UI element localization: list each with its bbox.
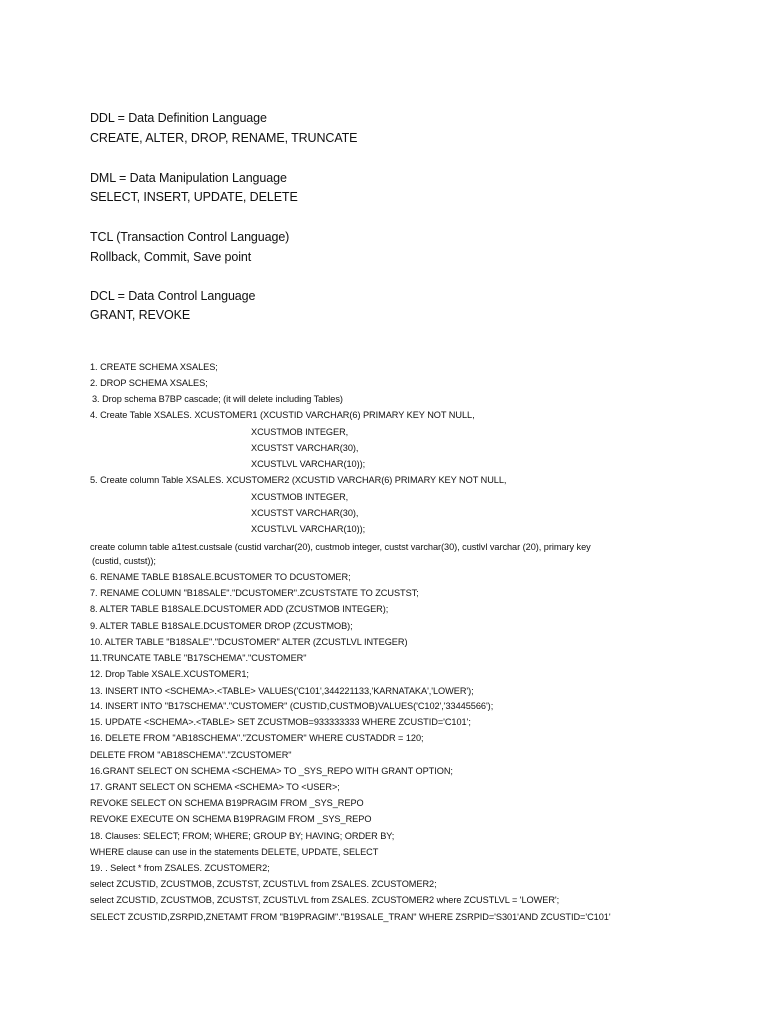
dml-heading: DML = Data Manipulation Language [90, 171, 287, 185]
sql-line: REVOKE SELECT ON SCHEMA B19PRAGIM FROM _SYS_REPO [90, 798, 364, 808]
sql-line: 6. RENAME TABLE B18SALE.BCUSTOMER TO DCUSTOMER; [90, 572, 351, 582]
sql-line: XCUSTLVL VARCHAR(10)); [251, 524, 366, 534]
sql-line: 9. ALTER TABLE B18SALE.DCUSTOMER DROP (ZCUSTMOB); [90, 621, 353, 631]
sql-line: XCUSTMOB INTEGER, [251, 427, 349, 437]
sql-line: 17. GRANT SELECT ON SCHEMA <SCHEMA> TO <USER>; [90, 782, 340, 792]
sql-line: 2. DROP SCHEMA XSALES; [90, 378, 208, 388]
sql-line: DELETE FROM "AB18SCHEMA"."ZCUSTOMER" [90, 750, 292, 760]
sql-line: 13. INSERT INTO <SCHEMA>.<TABLE> VALUES('C101',344221133,'KARNATAKA','LOWER'); [90, 686, 474, 696]
sql-line: WHERE clause can use in the statements DELETE, UPDATE, SELECT [90, 847, 379, 857]
sql-line: 14. INSERT INTO "B17SCHEMA"."CUSTOMER" (CUSTID,CUSTMOB)VALUES('C102','33445566'); [90, 701, 494, 711]
ddl-commands: CREATE, ALTER, DROP, RENAME, TRUNCATE [90, 131, 358, 145]
sql-line: 16. DELETE FROM "AB18SCHEMA"."ZCUSTOMER" WHERE CUSTADDR = 120; [90, 733, 424, 743]
sql-line: select ZCUSTID, ZCUSTMOB, ZCUSTST, ZCUSTLVL from ZSALES. ZCUSTOMER2; [90, 879, 437, 889]
sql-line: 1. CREATE SCHEMA XSALES; [90, 362, 218, 372]
sql-line: 18. Clauses: SELECT; FROM; WHERE; GROUP BY; HAVING; ORDER BY; [90, 831, 395, 841]
ddl-heading: DDL = Data Definition Language [90, 111, 267, 125]
sql-line: XCUSTST VARCHAR(30), [251, 508, 359, 518]
sql-line: (custid, custst)); [92, 556, 156, 566]
tcl-heading: TCL (Transaction Control Language) [90, 230, 290, 244]
sql-line: create column table a1test.custsale (custid varchar(20), custmob integer, custst varchar(30), custlvl varchar (20), primary key [90, 542, 591, 552]
sql-line: 3. Drop schema B7BP cascade; (it will delete including Tables) [92, 394, 343, 404]
sql-line: XCUSTMOB INTEGER, [251, 492, 349, 502]
dcl-commands: GRANT, REVOKE [90, 308, 191, 322]
sql-line: 15. UPDATE <SCHEMA>.<TABLE> SET ZCUSTMOB=933333333 WHERE ZCUSTID='C101'; [90, 717, 471, 727]
sql-line: 8. ALTER TABLE B18SALE.DCUSTOMER ADD (ZCUSTMOB INTEGER); [90, 604, 389, 614]
sql-line: SELECT ZCUSTID,ZSRPID,ZNETAMT FROM "B19PRAGIM"."B19SALE_TRAN" WHERE ZSRPID='S301'AND ZCUSTID='C101' [90, 912, 611, 922]
sql-line: XCUSTST VARCHAR(30), [251, 443, 359, 453]
sql-line: 5. Create column Table XSALES. XCUSTOMER2 (XCUSTID VARCHAR(6) PRIMARY KEY NOT NULL, [90, 475, 507, 485]
sql-line: select ZCUSTID, ZCUSTMOB, ZCUSTST, ZCUSTLVL from ZSALES. ZCUSTOMER2 where ZCUSTLVL = 'LOWER'; [90, 895, 560, 905]
tcl-commands: Rollback, Commit, Save point [90, 250, 252, 264]
sql-line: REVOKE EXECUTE ON SCHEMA B19PRAGIM FROM _SYS_REPO [90, 814, 372, 824]
sql-line: 16.GRANT SELECT ON SCHEMA <SCHEMA> TO _SYS_REPO WITH GRANT OPTION; [90, 766, 453, 776]
dml-commands: SELECT, INSERT, UPDATE, DELETE [90, 190, 298, 204]
sql-line: 4. Create Table XSALES. XCUSTOMER1 (XCUSTID VARCHAR(6) PRIMARY KEY NOT NULL, [90, 410, 475, 420]
sql-line: 10. ALTER TABLE "B18SALE"."DCUSTOMER" ALTER (ZCUSTLVL INTEGER) [90, 637, 408, 647]
sql-line: XCUSTLVL VARCHAR(10)); [251, 459, 366, 469]
sql-line: 7. RENAME COLUMN "B18SALE"."DCUSTOMER".ZCUSTSTATE TO ZCUSTST; [90, 588, 419, 598]
sql-line: 19. . Select * from ZSALES. ZCUSTOMER2; [90, 863, 270, 873]
dcl-heading: DCL = Data Control Language [90, 289, 256, 303]
sql-line: 12. Drop Table XSALE.XCUSTOMER1; [90, 669, 249, 679]
sql-line: 11.TRUNCATE TABLE "B17SCHEMA"."CUSTOMER" [90, 653, 307, 663]
